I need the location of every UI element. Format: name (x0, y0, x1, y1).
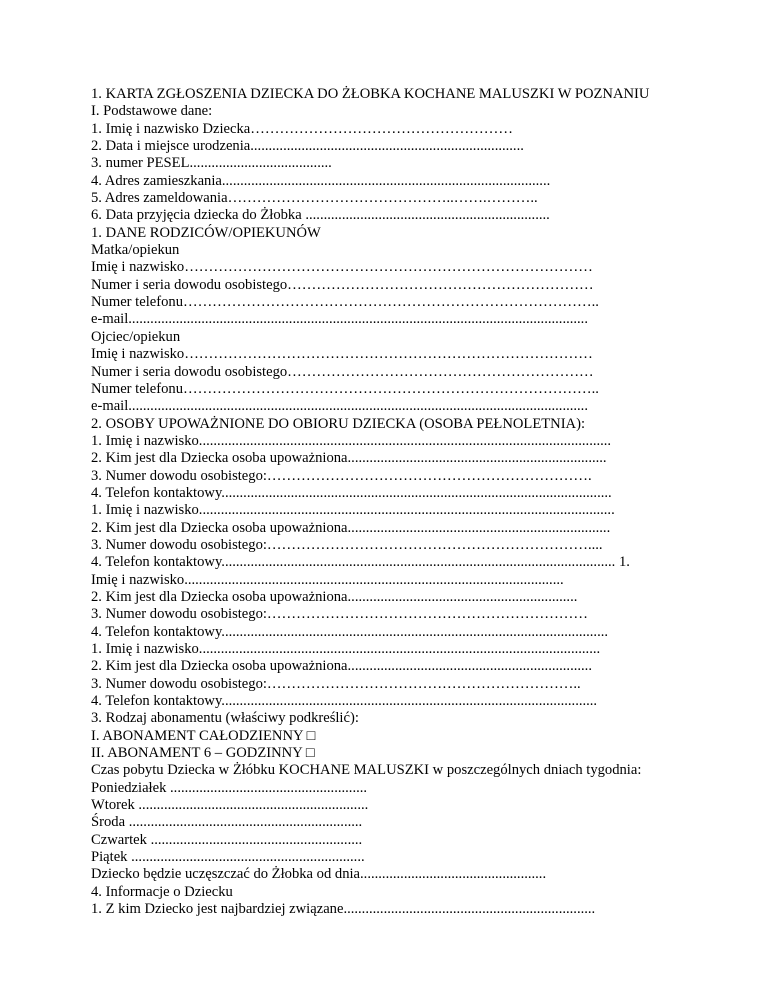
field-person2-name: 1. Imię i nazwisko.................................................................................................................. (91, 502, 615, 519)
field-person4-relation: 2. Kim jest dla Dziecka osoba upoważniona................................................................... (91, 658, 592, 675)
field-start-date: Dziecko będzie uczęszczać do Żłobka od dnia................................................... (91, 866, 547, 883)
field-father-email: e-mail.............................................................................................................................. (91, 398, 588, 415)
field-person3-relation: 2. Kim jest dla Dziecka osoba upoważniona............................................................... (91, 588, 578, 605)
field-person2-phone: 4. Telefon kontaktowy............................................................................................................ 1. (91, 554, 630, 571)
option-full-day-subscription[interactable]: I. ABONAMENT CAŁODZIENNY □ (91, 727, 316, 744)
field-wednesday: Środa ................................................................ (91, 814, 363, 831)
field-mother-phone: Numer telefonu………………………………………………………………………….. (91, 294, 599, 311)
field-admission-date: 6. Data przyjęcia dziecka do Żłobka ................................................................... (91, 207, 550, 224)
field-thursday: Czwartek .......................................................... (91, 831, 363, 848)
section-heading-parents: 1. DANE RODZICÓW/OPIEKUNÓW (91, 224, 321, 241)
field-person2-id: 3. Numer dowodu osobistego:………………………………………………………….... (91, 536, 603, 553)
field-person1-relation: 2. Kim jest dla Dziecka osoba upoważniona....................................................................... (91, 450, 607, 467)
field-person4-id: 3. Numer dowodu osobistego:……………………………………………………….. (91, 675, 581, 692)
subheading-father: Ojciec/opiekun (91, 328, 181, 345)
field-person3-phone: 4. Telefon kontaktowy.......................................................................................................... (91, 623, 609, 640)
form-text (91, 86, 691, 919)
field-monday: Poniedziałek ...................................................... (91, 779, 368, 796)
field-person3-id: 3. Numer dowodu osobistego:………………………………………………………… (91, 606, 588, 623)
section-heading-authorized-persons: 2. OSOBY UPOWAŻNIONE DO OBIORU DZIECKA (OSOBA PEŁNOLETNIA): (91, 415, 586, 432)
section-heading-basic-data: I. Podstawowe dane: (91, 103, 213, 120)
field-friday: Piątek ................................................................ (91, 849, 365, 866)
stay-time-heading: Czas pobytu Dziecka w Żłóbku KOCHANE MALUSZKI w poszczególnych dniach tygodnia: (91, 762, 642, 779)
field-father-phone: Numer telefonu………………………………………………………………………….. (91, 380, 599, 397)
field-mother-email: e-mail.............................................................................................................................. (91, 311, 588, 328)
field-father-name: Imię i nazwisko………………………………………………………………………… (91, 346, 593, 363)
field-tuesday: Wtorek ............................................................... (91, 797, 369, 814)
form-title: 1. KARTA ZGŁOSZENIA DZIECKA DO ŻŁOBKA KOCHANE MALUSZKI W POZNANIU (91, 86, 650, 102)
field-birth-date-place: 2. Data i miejsce urodzenia........................................................................... (91, 138, 524, 155)
section-heading-child-info: 4. Informacje o Dziecku (91, 883, 233, 900)
field-child-name: 1. Imię i nazwisko Dziecka……………………………………………… (91, 120, 513, 137)
option-6-hour-subscription[interactable]: II. ABONAMENT 6 – GODZINNY □ (91, 745, 315, 762)
field-residence-address: 4. Adres zamieszkania.......................................................................................... (91, 172, 551, 189)
field-mother-id: Numer i seria dowodu osobistego……………………………………………………… (91, 276, 594, 293)
field-pesel: 3. numer PESEL....................................... (91, 155, 332, 172)
section-heading-subscription: 3. Rodzaj abonamentu (właściwy podkreślić): (91, 710, 359, 727)
field-person4-name: 1. Imię i nazwisko.............................................................................................................. (91, 641, 601, 657)
field-person3-name: Imię i nazwisko........................................................................................................ (91, 571, 564, 588)
field-mother-name: Imię i nazwisko………………………………………………………………………… (91, 259, 593, 276)
field-closest-person: 1. Z kim Dziecko jest najbardziej związane..................................................................... (91, 901, 596, 918)
field-person1-name: 1. Imię i nazwisko................................................................................................................. (91, 432, 612, 449)
field-father-id: Numer i seria dowodu osobistego……………………………………………………… (91, 363, 594, 380)
field-registered-address: 5. Adres zameldowania………………………………………..…….……….. (91, 190, 538, 207)
field-person2-relation: 2. Kim jest dla Dziecka osoba upoważniona........................................................................ (91, 519, 611, 536)
subheading-mother: Matka/opiekun (91, 242, 180, 259)
field-person1-id: 3. Numer dowodu osobistego:…………………………………………………………. (91, 467, 592, 484)
field-person4-phone: 4. Telefon kontaktowy....................................................................................................... (91, 693, 598, 710)
field-person1-phone: 4. Telefon kontaktowy........................................................................................................... (91, 484, 612, 501)
